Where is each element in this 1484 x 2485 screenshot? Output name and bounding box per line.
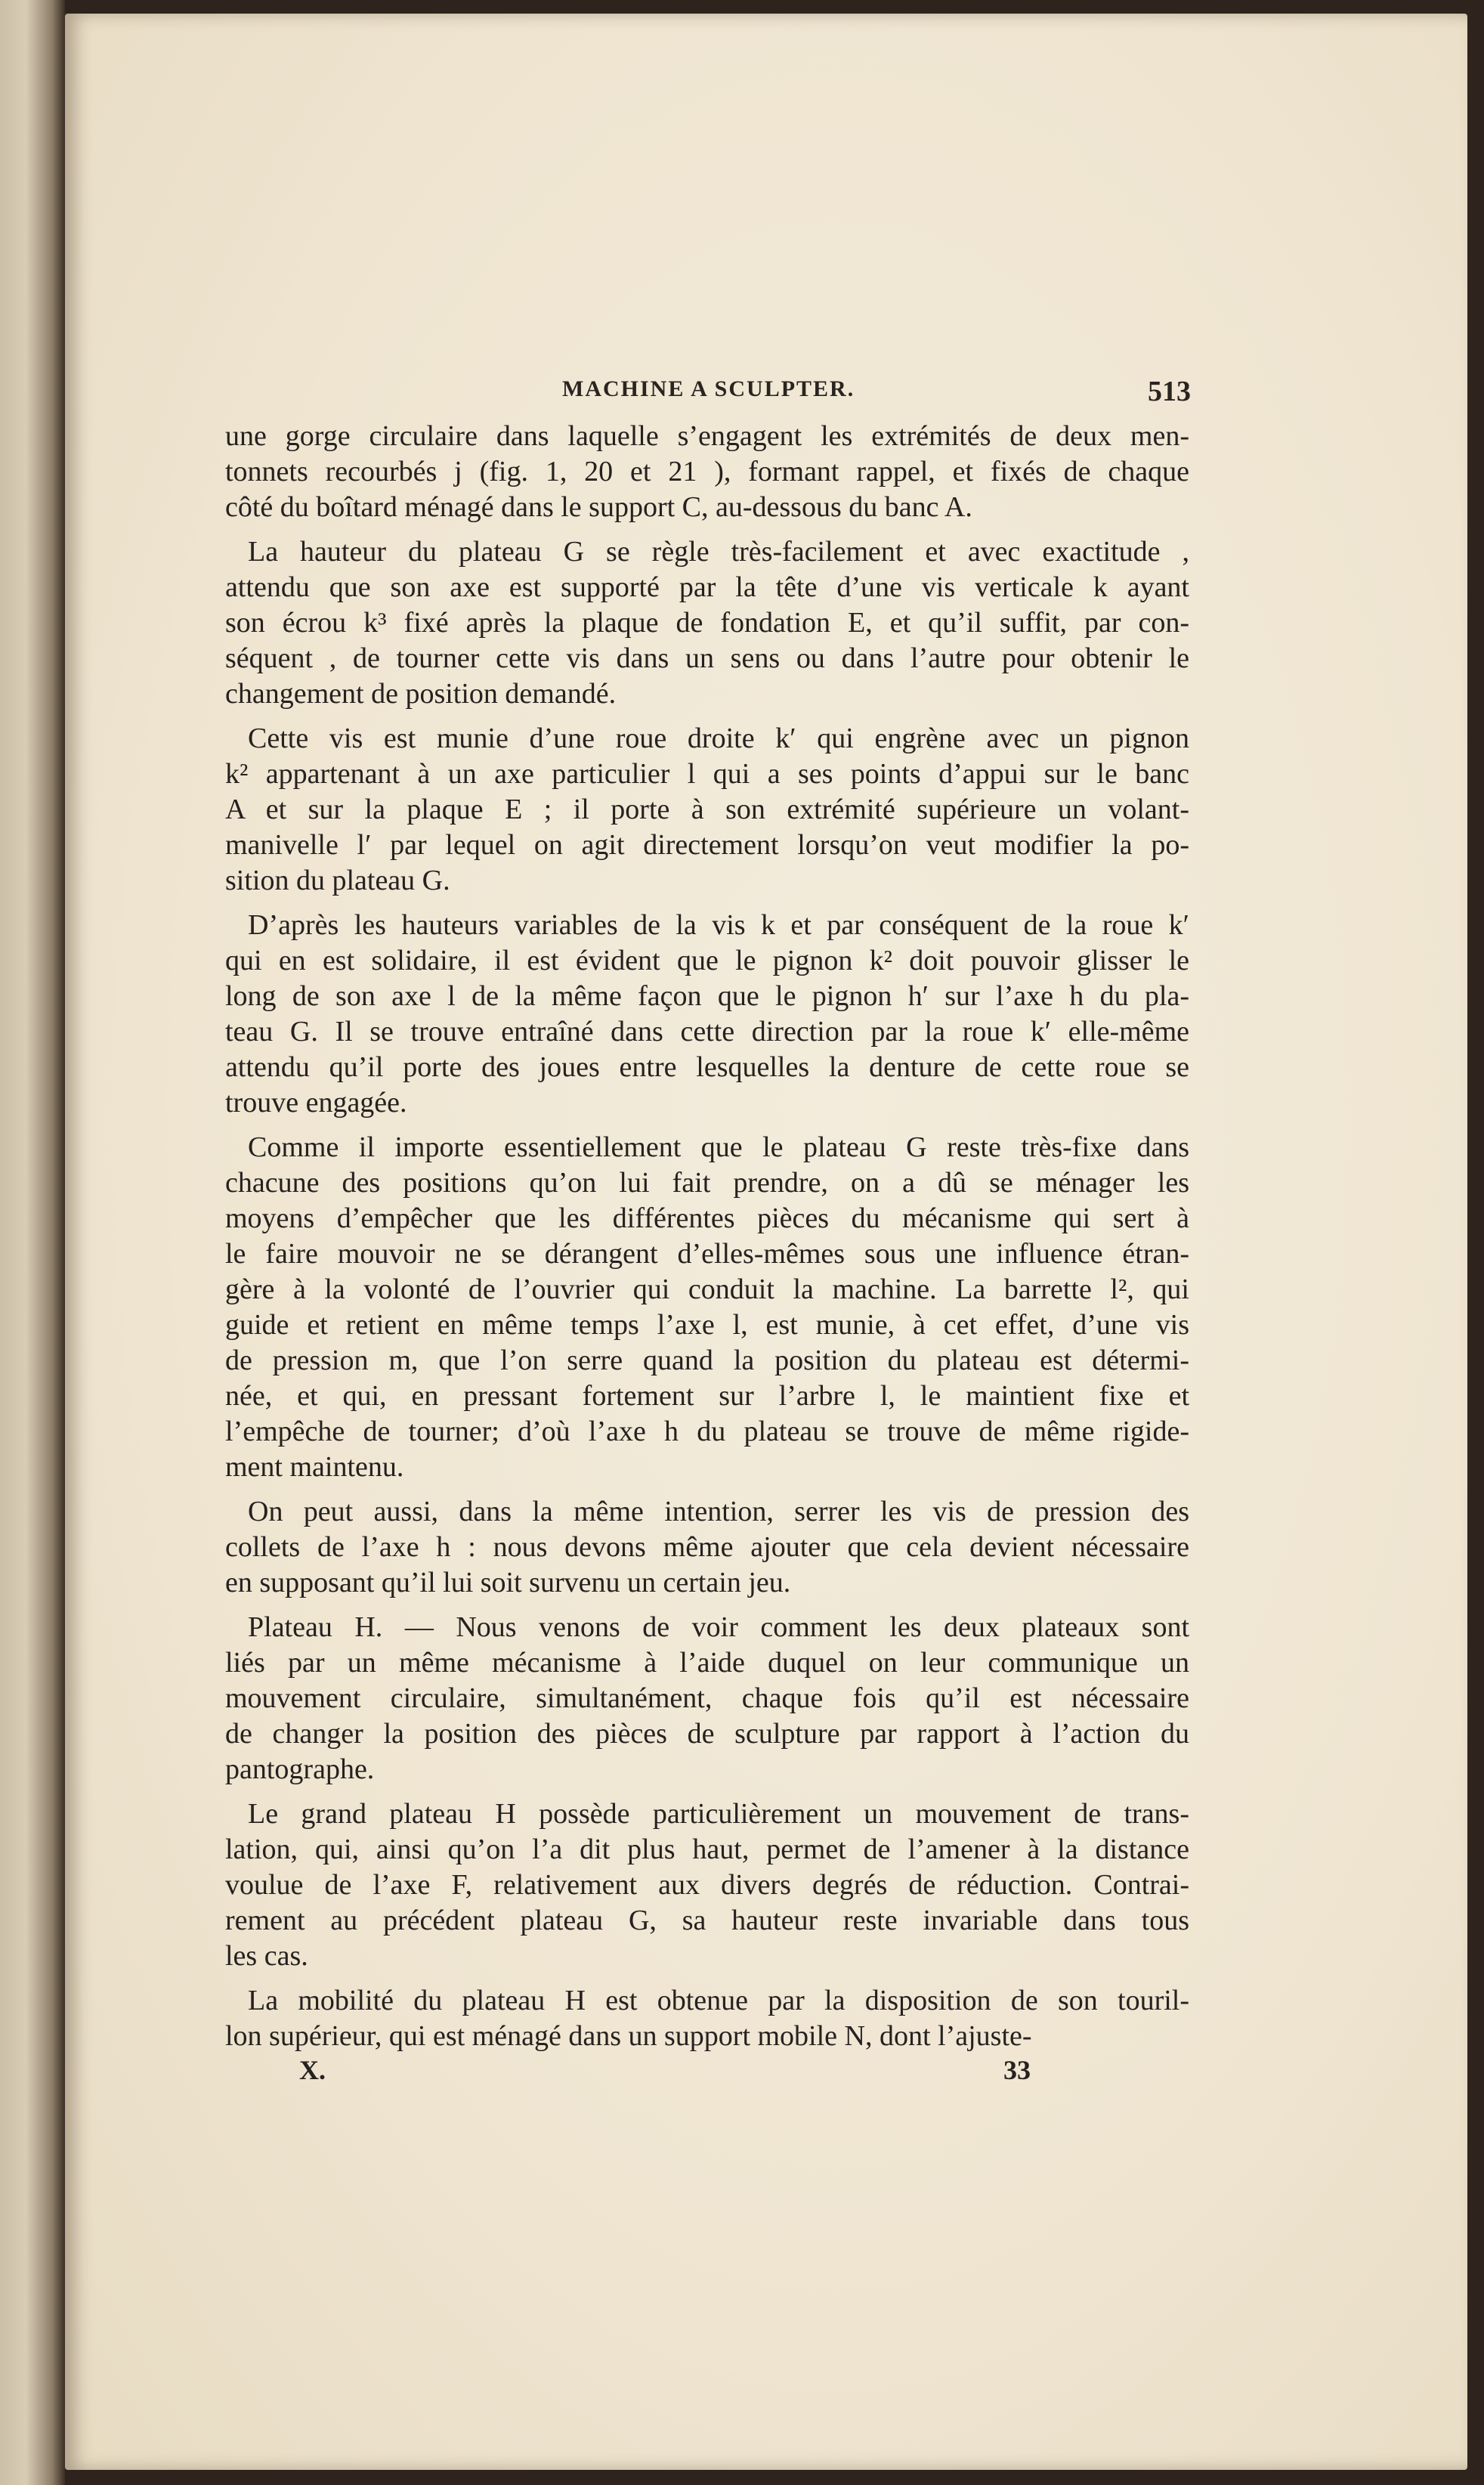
text-line: les cas. — [225, 1940, 308, 1972]
page-number: 513 — [1148, 376, 1191, 407]
text-line: k² appartenant à un axe particulier l qui a ses points d’appui sur le banc — [225, 758, 1189, 790]
text-line: de changer la position des pièces de sculpture par rapport à l’action du — [225, 1718, 1189, 1750]
text-line: voulue de l’axe F, relativement aux divers degrés de réduction. Contrai- — [225, 1869, 1189, 1901]
text-line: tonnets recourbés j (fig. 1, 20 et 21 ), formant rappel, et fixés de chaque — [225, 456, 1189, 487]
text-line: qui en est solidaire, il est évident que le pignon k² doit pouvoir glisser le — [225, 945, 1189, 976]
text-line: lon supérieur, qui est ménagé dans un support mobile N, dont l’ajuste- — [225, 2020, 1032, 2052]
page-header — [224, 376, 1191, 413]
text-line: lation, qui, ainsi qu’on l’a dit plus haut, permet de l’amener à la distance — [225, 1834, 1189, 1865]
text-line: On peut aussi, dans la même intention, serrer les vis de pression des — [248, 1496, 1189, 1527]
text-line: son écrou k³ fixé après la plaque de fondation E, et qu’il suffit, par con- — [225, 607, 1189, 639]
paragraph — [225, 908, 1189, 1121]
text-line: long de son axe l de la même façon que le pignon h′ sur l’axe h du pla- — [225, 980, 1189, 1012]
paragraph — [225, 534, 1189, 712]
paragraph — [225, 419, 1189, 525]
text-line: née, et qui, en pressant fortement sur l’arbre l, le maintient fixe et — [225, 1380, 1189, 1412]
text-line: pantographe. — [225, 1753, 375, 1785]
sheet-number: 33 — [1003, 2055, 1031, 2085]
text-line: trouve engagée. — [225, 1087, 407, 1119]
text-line: changement de position demandé. — [225, 678, 617, 710]
text-line: manivelle l′ par lequel on agit directement lorsqu’on veut modifier la po- — [225, 829, 1189, 861]
text-line: collets de l’axe h : nous devons même ajouter que cela devient nécessaire — [225, 1531, 1189, 1563]
text-line: liés par un même mécanisme à l’aide duquel on leur communique un — [225, 1647, 1189, 1679]
text-line: Le grand plateau H possède particulièrement un mouvement de trans- — [248, 1798, 1189, 1830]
text-line: teau G. Il se trouve entraîné dans cette direction par la roue k′ elle-même — [225, 1016, 1189, 1048]
text-line: ment maintenu. — [225, 1451, 404, 1483]
text-line: moyens d’empêcher que les différentes pièces du mécanisme qui sert à — [225, 1202, 1189, 1234]
paragraph — [225, 1130, 1189, 1485]
text-line: côté du boîtard ménagé dans le support C, au-dessous du banc A. — [225, 491, 972, 523]
text-line: Cette vis est munie d’une roue droite k′ qui engrène avec un pignon — [248, 723, 1189, 754]
text-line: chacune des positions qu’on lui fait prendre, on a dû se ménager les — [225, 1167, 1189, 1199]
text-line: de pression m, que l’on serre quand la position du plateau est détermi- — [225, 1345, 1189, 1376]
running-title: MACHINE A SCULPTER. — [562, 376, 855, 401]
page-footer — [225, 2054, 1189, 2090]
text-line: Comme il importe essentiellement que le plateau G reste très-fixe dans — [248, 1131, 1189, 1163]
paragraph — [225, 1983, 1189, 2054]
text-line: en supposant qu’il lui soit survenu un certain jeu. — [225, 1567, 791, 1598]
text-line: le faire mouvoir ne se dérangent d’elles-mêmes sous une influence étran- — [225, 1238, 1189, 1270]
text-line: rement au précédent plateau G, sa hauteur reste invariable dans tous — [225, 1905, 1189, 1936]
text-line: gère à la volonté de l’ouvrier qui conduit la machine. La barrette l², qui — [225, 1273, 1189, 1305]
text-line: La hauteur du plateau G se règle très-facilement et avec exactitude , — [248, 536, 1189, 568]
text-line: D’après les hauteurs variables de la vis k et par conséquent de la roue k′ — [248, 909, 1189, 941]
text-line: guide et retient en même temps l’axe l, est munie, à cet effet, d’une vis — [225, 1309, 1189, 1341]
book-page — [65, 14, 1467, 2470]
text-line: une gorge circulaire dans laquelle s’engagent les extrémités de deux men- — [225, 420, 1189, 452]
previous-page-edge — [0, 0, 65, 2485]
page-body-text — [225, 419, 1189, 2054]
text-line: A et sur la plaque E ; il porte à son extrémité supérieure un volant- — [225, 794, 1189, 825]
signature-mark: X. — [299, 2055, 326, 2085]
paragraph — [225, 1796, 1189, 1974]
text-line: sition du plateau G. — [225, 865, 450, 896]
paragraph — [225, 721, 1189, 899]
paragraph — [225, 1610, 1189, 1787]
paragraph — [225, 1494, 1189, 1601]
text-line: séquent , de tourner cette vis dans un sens ou dans l’autre pour obtenir le — [225, 642, 1189, 674]
text-line: l’empêche de tourner; d’où l’axe h du plateau se trouve de même rigide- — [225, 1416, 1189, 1447]
text-line: attendu qu’il porte des joues entre lesquelles la denture de cette roue se — [225, 1051, 1189, 1083]
text-line: Plateau H. — Nous venons de voir comment les deux plateaux sont — [248, 1611, 1189, 1643]
text-line: La mobilité du plateau H est obtenue par la disposition de son touril- — [248, 1985, 1189, 2016]
text-line: mouvement circulaire, simultanément, chaque fois qu’il est nécessaire — [225, 1682, 1189, 1714]
text-line: attendu que son axe est supporté par la tête d’une vis verticale k ayant — [225, 571, 1189, 603]
